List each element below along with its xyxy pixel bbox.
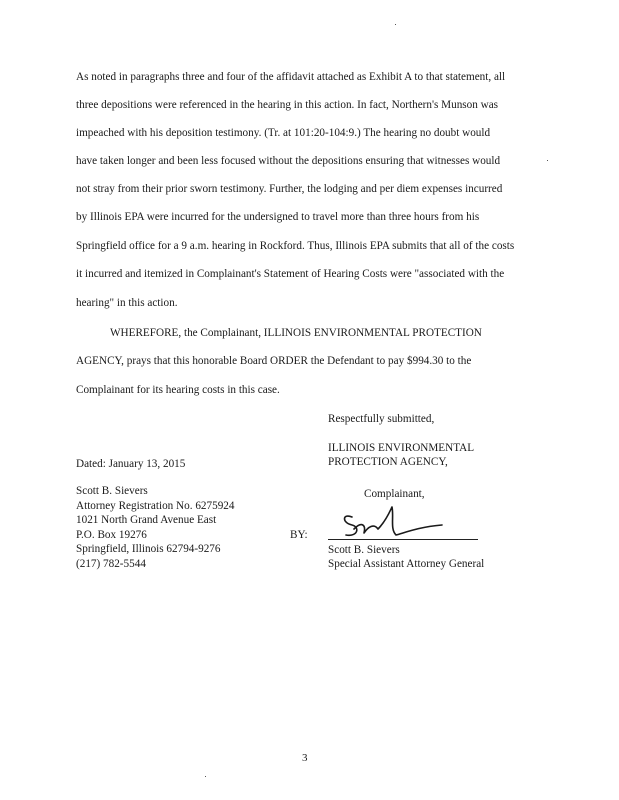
scan-speck xyxy=(395,24,396,25)
body-line: hearing" in this action. xyxy=(76,297,178,309)
attorney-street: 1021 North Grand Avenue East xyxy=(76,514,217,526)
respectfully-submitted: Respectfully submitted, xyxy=(328,413,435,425)
agency-name-line1: ILLINOIS ENVIRONMENTAL xyxy=(328,442,475,454)
wherefore-line: Complainant for its hearing costs in this case. xyxy=(76,384,280,396)
attorney-block xyxy=(76,484,234,571)
signature-image xyxy=(338,503,448,543)
signer-name: Scott B. Sievers xyxy=(328,544,400,556)
body-line: As noted in paragraphs three and four of the affidavit attached as Exhibit A to that statement, all xyxy=(76,71,506,83)
attorney-po-box: P.O. Box 19276 xyxy=(76,528,147,541)
signature-line xyxy=(328,539,478,540)
scan-speck xyxy=(205,776,206,777)
page-number: 3 xyxy=(302,752,308,764)
body-line: not stray from their prior sworn testimony. Further, the lodging and per diem expenses incurred xyxy=(76,183,503,195)
body-line: have taken longer and been less focused without the depositions ensuring that witnesses would xyxy=(76,155,501,167)
body-line: Springfield office for a 9 a.m. hearing in Rockford. Thus, Illinois EPA submits that all of the costs xyxy=(76,240,515,252)
signer-title: Special Assistant Attorney General xyxy=(328,558,485,570)
attorney-city: Springfield, Illinois 62794-9276 xyxy=(76,543,221,555)
complainant-label: Complainant, xyxy=(364,488,425,500)
dated-line: Dated: January 13, 2015 xyxy=(76,458,186,470)
body-line: it incurred and itemized in Complainant's Statement of Hearing Costs were "associated with the xyxy=(76,268,505,280)
attorney-registration: Attorney Registration No. 6275924 xyxy=(76,499,235,512)
body-line: impeached with his deposition testimony. (Tr. at 101:20-104:9.) The hearing no doubt would xyxy=(76,127,491,139)
scan-speck xyxy=(547,160,548,161)
by-label: BY: xyxy=(290,529,308,541)
attorney-name: Scott B. Sievers xyxy=(76,485,148,497)
body-line: by Illinois EPA were incurred for the undersigned to travel more than three hours from his xyxy=(76,211,480,223)
wherefore-line: WHEREFORE, the Complainant, ILLINOIS ENVIRONMENTAL PROTECTION xyxy=(110,327,482,339)
wherefore-line: AGENCY, prays that this honorable Board ORDER the Defendant to pay $994.30 to the xyxy=(76,355,472,367)
agency-name-line2: PROTECTION AGENCY, xyxy=(328,456,448,468)
body-line: three depositions were referenced in the hearing in this action. In fact, Northern's Munson was xyxy=(76,99,499,111)
attorney-phone: (217) 782-5544 xyxy=(76,557,146,570)
